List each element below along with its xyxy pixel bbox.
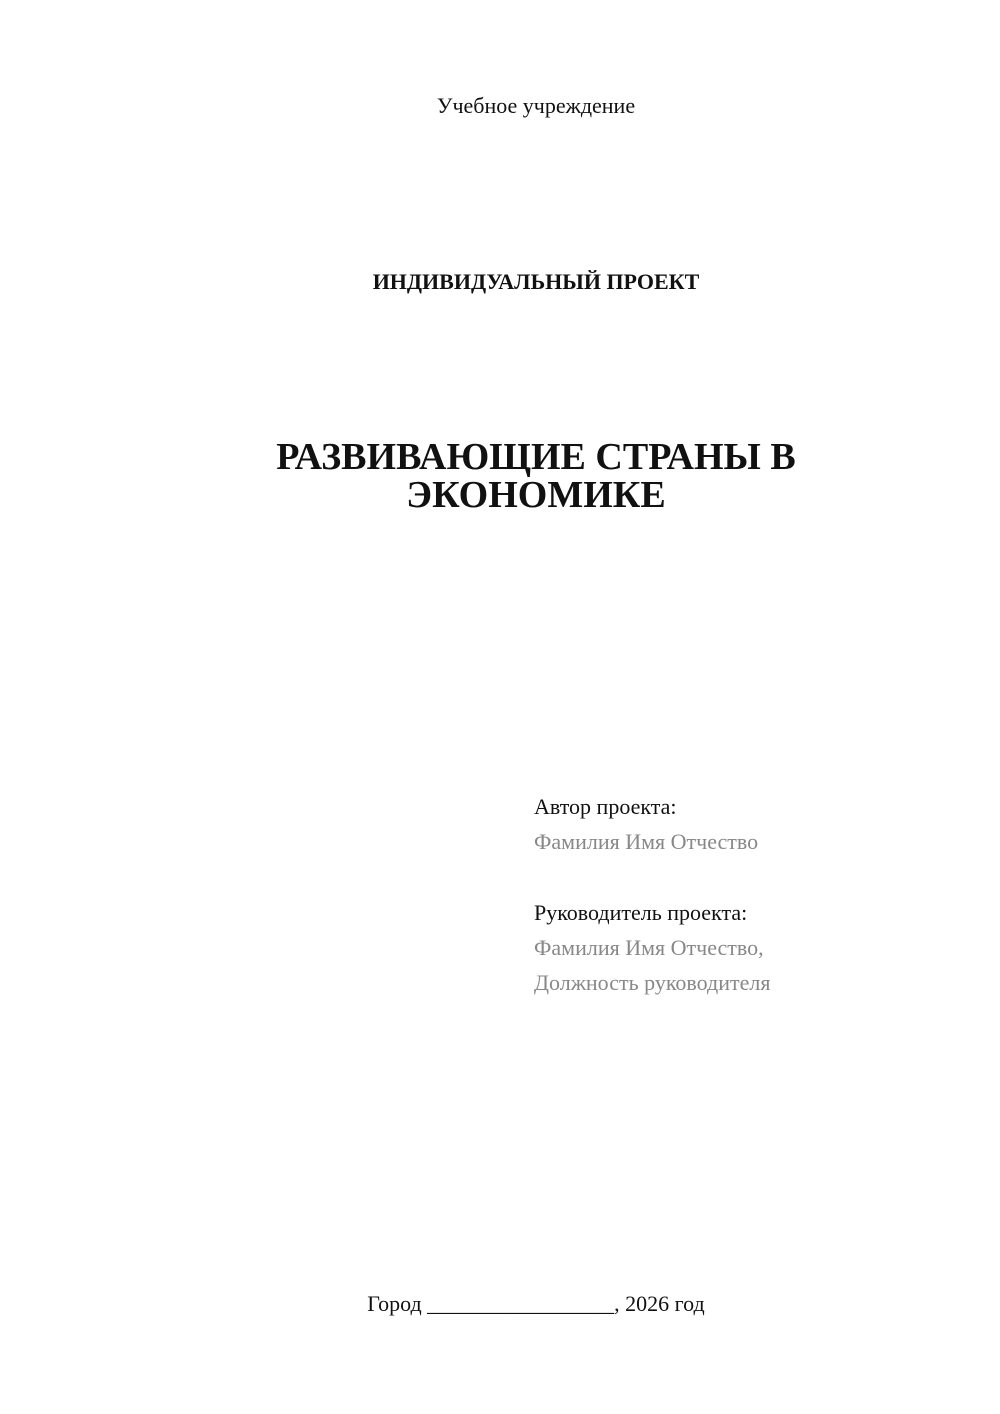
supervisor-name: Фамилия Имя Отчество, (534, 935, 764, 960)
credits-spacer (534, 859, 974, 895)
author-label: Автор проекта: (534, 794, 677, 819)
supervisor-label: Руководитель проекта: (534, 900, 748, 925)
author-name: Фамилия Имя Отчество (534, 829, 759, 854)
supervisor-position: Должность руководителя (534, 970, 771, 995)
document-type: ИНДИВИДУАЛЬНЫЙ ПРОЕКТ (372, 269, 700, 294)
city-year-line: Город _________________, 2026 год (367, 1291, 705, 1316)
credits-block (534, 789, 974, 1000)
project-title-line-1: РАЗВИВАЮЩИЕ СТРАНЫ В (276, 436, 796, 478)
institution-name: Учебное учреждение (436, 93, 636, 118)
project-title-line-2: ЭКОНОМИКЕ (406, 474, 666, 516)
project-title (0, 438, 1000, 514)
